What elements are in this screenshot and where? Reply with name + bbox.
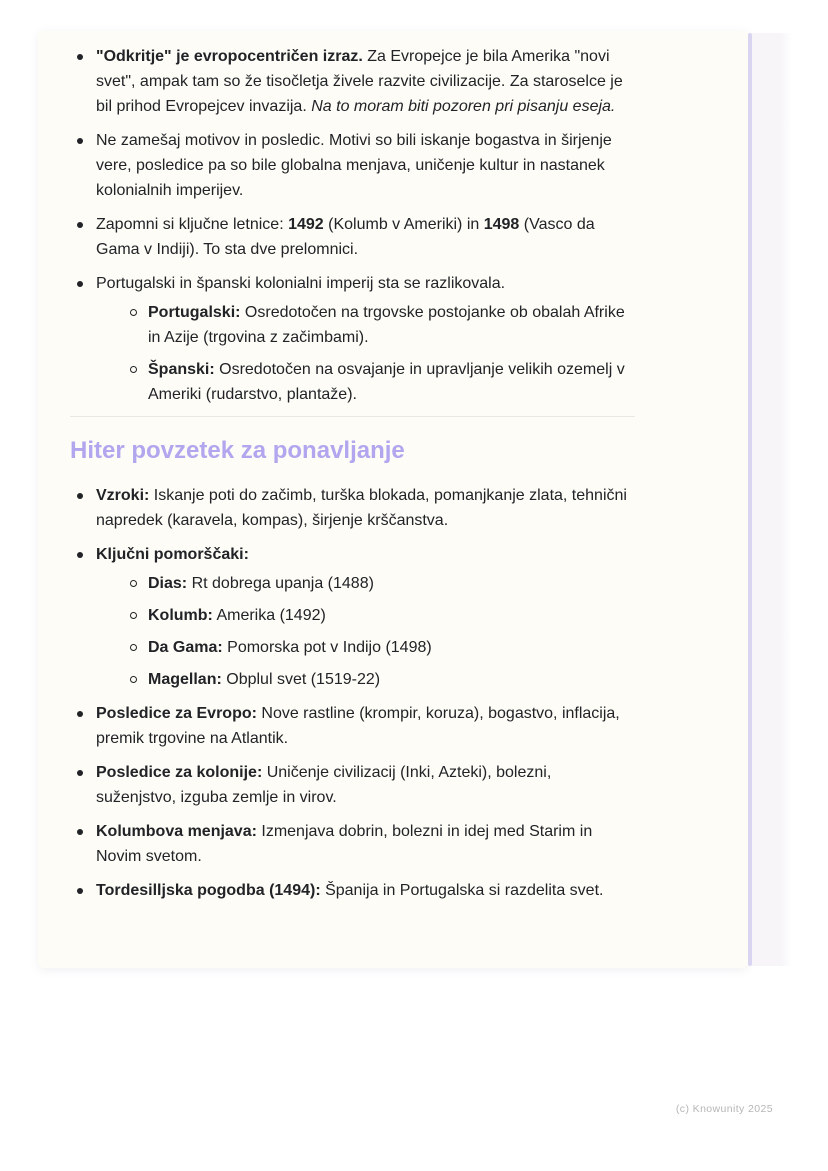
list-item xyxy=(122,571,635,596)
list-item xyxy=(70,483,635,533)
list-item xyxy=(70,701,635,751)
list-item-text: Kolumbova menjava: Izmenjava dobrin, bolezni in idej med Starim in Novim svetom. xyxy=(96,823,593,865)
circle-bullet-icon xyxy=(130,366,137,373)
list-item xyxy=(122,667,635,692)
notes-top-list xyxy=(70,44,635,407)
notes-card xyxy=(38,31,748,968)
list-item-text: Ključni pomorščaki: xyxy=(96,546,249,563)
list-item-text: Magellan: Obplul svet (1519-22) xyxy=(148,671,381,688)
list-item-text: Posledice za Evropo: Nove rastline (krompir, koruza), bogastvo, inflacija, premik trgovine na Atlantik. xyxy=(96,705,620,747)
bullet-icon xyxy=(77,54,83,60)
list-item-text: Dias: Rt dobrega upanja (1488) xyxy=(148,575,374,592)
list-item xyxy=(70,878,635,903)
list-item xyxy=(122,300,635,350)
bullet-icon xyxy=(77,222,83,228)
list-item-text: "Odkritje" je evropocentričen izraz. Za Evropejce je bila Amerika "novi svet", ampak tam so že tisočletja živele razvite civilizacije. Za staroselce je bil prihod Evropejcev invazija. Na to moram biti pozoren pri pisanju eseja. xyxy=(96,48,623,115)
copyright-footer: (c) Knowunity 2025 xyxy=(675,1103,773,1115)
summary-list xyxy=(70,483,635,903)
list-item-text: Posledice za kolonije: Uničenje civilizacij (Inki, Azteki), bolezni, suženjstvo, izguba zemlje in virov. xyxy=(96,764,552,806)
section-divider xyxy=(70,416,635,417)
circle-bullet-icon xyxy=(130,644,137,651)
list-item-text: Španski: Osredotočen na osvajanje in upravljanje velikih ozemelj v Ameriki (rudarstvo, plantaže). xyxy=(148,361,625,403)
list-item-text: Zapomni si ključne letnice: 1492 (Kolumb v Ameriki) in 1498 (Vasco da Gama v Indiji). To sta dve prelomnici. xyxy=(96,216,595,258)
list-item xyxy=(70,760,635,810)
list-item-text: Kolumb: Amerika (1492) xyxy=(148,607,326,624)
circle-bullet-icon xyxy=(130,612,137,619)
sub-list xyxy=(122,300,635,407)
bullet-icon xyxy=(77,711,83,717)
list-item xyxy=(70,44,635,119)
list-item xyxy=(122,635,635,660)
list-item xyxy=(70,542,635,692)
list-item xyxy=(122,357,635,407)
list-item-text: Portugalski: Osredotočen na trgovske postojanke ob obalah Afrike in Azije (trgovina z začimbami). xyxy=(148,304,625,346)
list-item xyxy=(70,128,635,203)
list-item-text: Tordesilljska pogodba (1494): Španija in Portugalska si razdelita svet. xyxy=(96,882,604,899)
next-page-edge xyxy=(752,33,792,966)
bullet-icon xyxy=(77,888,83,894)
bullet-icon xyxy=(77,138,83,144)
list-item xyxy=(70,271,635,407)
list-item xyxy=(70,819,635,869)
bullet-icon xyxy=(77,493,83,499)
bullet-icon xyxy=(77,770,83,776)
summary-heading: Hiter povzetek za ponavljanje xyxy=(70,437,405,464)
bullet-icon xyxy=(77,281,83,287)
circle-bullet-icon xyxy=(130,309,137,316)
circle-bullet-icon xyxy=(130,676,137,683)
list-item xyxy=(70,212,635,262)
list-item xyxy=(122,603,635,628)
list-item-text: Vzroki: Iskanje poti do začimb, turška blokada, pomanjkanje zlata, tehnični napredek (karavela, kompas), širjenje krščanstva. xyxy=(96,487,627,529)
circle-bullet-icon xyxy=(130,580,137,587)
sub-list xyxy=(122,571,635,692)
list-item-text: Portugalski in španski kolonialni imperij sta se razlikovala. xyxy=(96,275,506,292)
bullet-icon xyxy=(77,829,83,835)
list-item-text: Ne zamešaj motivov in posledic. Motivi so bili iskanje bogastva in širjenje vere, posledice pa so bile globalna menjava, uničenje kultur in nastanek kolonialnih imperijev. xyxy=(96,132,612,199)
bullet-icon xyxy=(77,552,83,558)
list-item-text: Da Gama: Pomorska pot v Indijo (1498) xyxy=(148,639,432,656)
